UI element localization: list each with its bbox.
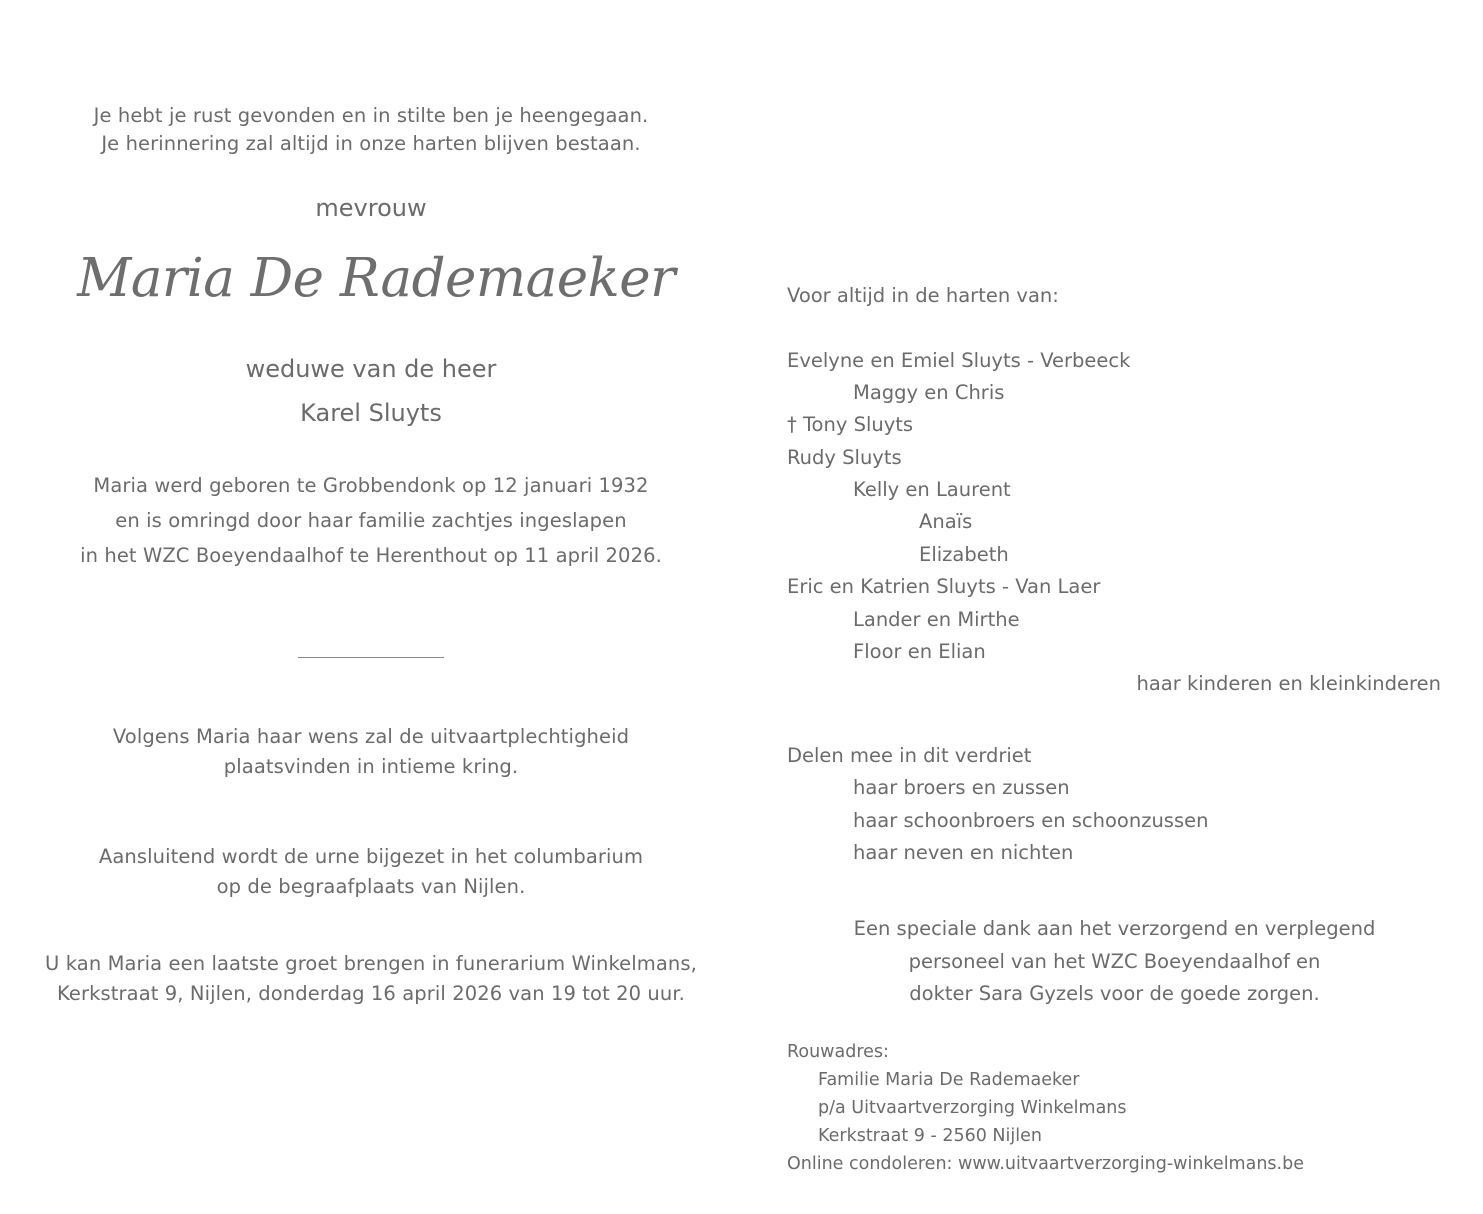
urn-line-1: Aansluitend wordt de urne bijgezet in het columbarium <box>98 845 644 868</box>
family-member: Evelyne en Emiel Sluyts - Verbeeck <box>787 349 1131 372</box>
family-member: Elizabeth <box>919 543 1009 566</box>
divider <box>298 657 444 658</box>
visit-line-1: U kan Maria een laatste groet brengen in funerarium Winkelmans, <box>45 952 697 975</box>
honorific: mevrouw <box>315 194 427 222</box>
ceremony-line-1: Volgens Maria haar wens zal de uitvaartplechtigheid <box>112 725 630 748</box>
birth-death-line-1: Maria werd geboren te Grobbendonk op 12 januari 1932 <box>93 474 649 497</box>
birth-death-line-3: in het WZC Boeyendaalhof te Herenthout op 11 april 2026. <box>80 544 662 567</box>
family-member: Lander en Mirthe <box>853 608 1020 631</box>
share-line: haar neven en nichten <box>853 841 1074 864</box>
deceased-name: Maria De Rademaeker <box>77 248 675 309</box>
address-line: Familie Maria De Rademaeker <box>818 1070 1080 1090</box>
visit-line-2: Kerkstraat 9, Nijlen, donderdag 16 april 2026 van 19 tot 20 uur. <box>57 982 685 1005</box>
ceremony-line-2: plaatsvinden in intieme kring. <box>223 755 519 778</box>
address-line: p/a Uitvaartverzorging Winkelmans <box>818 1098 1127 1118</box>
address-line: Kerkstraat 9 - 2560 Nijlen <box>818 1126 1042 1146</box>
birth-death-line-2: en is omringd door haar familie zachtjes ingeslapen <box>115 509 627 532</box>
family-member: † Tony Sluyts <box>787 413 914 436</box>
family-member: Eric en Katrien Sluyts - Van Laer <box>787 575 1101 598</box>
thanks-line-3: dokter Sara Gyzels voor de goede zorgen. <box>909 982 1320 1005</box>
family-member: Rudy Sluyts <box>787 446 902 469</box>
verse-line-2: Je herinnering zal altijd in onze harten blijven bestaan. <box>101 132 641 155</box>
family-intro: Voor altijd in de harten van: <box>787 284 1059 307</box>
urn-line-2: op de begraafplaats van Nijlen. <box>216 875 526 898</box>
share-line: haar schoonbroers en schoonzussen <box>853 809 1209 832</box>
share-intro: Delen mee in dit verdriet <box>787 744 1032 767</box>
family-member: Anaïs <box>919 510 973 533</box>
family-member: Maggy en Chris <box>853 381 1005 404</box>
family-caption: haar kinderen en kleinkinderen <box>1136 672 1441 695</box>
share-line: haar broers en zussen <box>853 776 1070 799</box>
family-member: Floor en Elian <box>853 640 986 663</box>
address-label: Rouwadres: <box>787 1042 889 1062</box>
verse-line-1: Je hebt je rust gevonden en in stilte ben je heengegaan. <box>93 104 649 127</box>
online-condolences: Online condoleren: www.uitvaartverzorging-winkelmans.be <box>787 1154 1304 1174</box>
thanks-line-2: personeel van het WZC Boeyendaalhof en <box>908 950 1321 973</box>
widow-line: weduwe van de heer <box>245 355 497 383</box>
thanks-line-1: Een speciale dank aan het verzorgend en verplegend <box>853 917 1376 940</box>
family-member: Kelly en Laurent <box>853 478 1011 501</box>
spouse-name: Karel Sluyts <box>300 399 442 427</box>
